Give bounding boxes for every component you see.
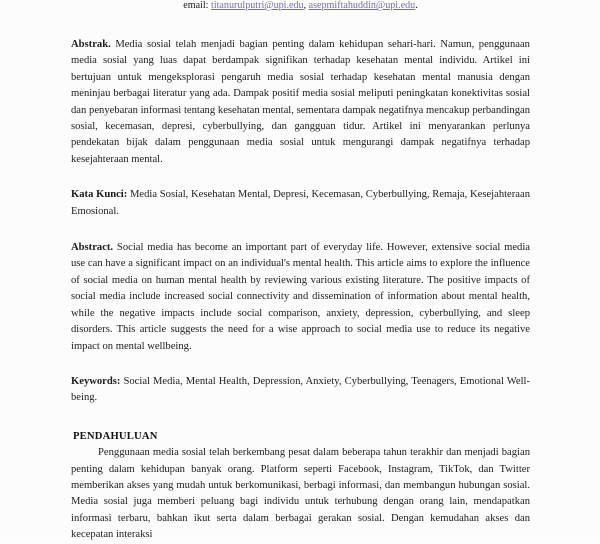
- section-heading-pendahuluan: PENDAHULUAN: [73, 430, 158, 442]
- keywords-paragraph: [71, 374, 530, 407]
- abstrak-paragraph: [71, 37, 530, 168]
- pendahuluan-paragraph: Penggunaan media sosial telah berkembang pesat dalam beberapa tahun terakhir dan menjadi bagian penting dalam kehidupan banyak orang. Platform seperti Facebook, Instagram, TikTok, dan Twitter memberikan akses yang mudah untuk berkomunikasi, berbagi informasi, dan membangun hubungan sosial. Media sosial juga memberi peluang bagi individu untuk terhubung dengan orang lain, mendapatkan informasi terbaru, bahkan ikut serta dalam berbagai gerakan sosial. Dengan kemudahan akses dan kecepatan interaksi: [71, 447, 530, 541]
- page-content: [71, 0, 530, 544]
- spacer-before-kata-kunci: [71, 168, 530, 187]
- kata-kunci-paragraph: [71, 187, 530, 220]
- author-email-line: [71, 0, 530, 12]
- spacer-before-pendahuluan: [71, 407, 530, 429]
- abstract-label: Abstract.: [71, 242, 114, 254]
- keywords-label: Keywords:: [71, 375, 121, 387]
- spacer-before-abstract: [71, 220, 530, 240]
- kata-kunci-body: Media Sosial, Kesehatan Mental, Depresi, Kecemasan, Cyberbullying, Remaja, Kesejahteraan Emosional.: [71, 189, 530, 217]
- abstract-body: Social media has become an important part of everyday life. However, extensive social media use can have a significant impact on an individual's mental health. This article aims to explore the influence of social media on human mental health by reviewing various existing literature. The positive impacts of social media include increased social connectivity and dissemination of information about mental health, while the negative impacts include social comparison, anxiety, depression, cyberbullying, and sleep disorders. This article suggests the need for a wise approach to social media use to reduce its negative impact on mental wellbeing.: [71, 242, 530, 352]
- abstrak-label: Abstrak.: [71, 39, 111, 50]
- spacer-before-abstrak: [71, 12, 530, 37]
- email-link-author-2[interactable]: asepmiftahuddin@upi.edu: [308, 0, 416, 11]
- abstract-paragraph: [71, 240, 530, 355]
- kata-kunci-label: Kata Kunci:: [71, 189, 128, 201]
- email-terminator: .: [415, 0, 418, 11]
- spacer-before-keywords: [71, 355, 530, 374]
- email-link-author-1[interactable]: titanurulputri@upi.edu: [211, 0, 304, 11]
- abstrak-body: Media sosial telah menjadi bagian penting dalam kehidupan sehari-hari. Namun, penggunaan media sosial yang luas dapat berdampak signifikan terhadap kesehatan mental individu. Artikel ini bertujuan untuk mengeksplorasi pengaruh media sosial terhadap kesehatan mental manusia dengan meninjau berbagai literatur yang ada. Dampak positif media sosial meliputi peningkatan konektivitas sosial dan penyebaran informasi tentang kesehatan mental, sementara dampak negatifnya mencakup perbandingan sosial, kecemasan, depresi, cyberbullying, dan gangguan tidur. Artikel ini menyarankan perlunya pendekatan bijak dalam penggunaan media sosial untuk mengurangi dampak negatifnya terhadap kesejahteraan mental.: [71, 39, 530, 165]
- email-separator: ,: [303, 0, 309, 11]
- keywords-body: Social Media, Mental Health, Depression, Anxiety, Cyberbullying, Teenagers, Emotional Well-being.: [71, 375, 530, 404]
- email-label: email:: [183, 0, 209, 11]
